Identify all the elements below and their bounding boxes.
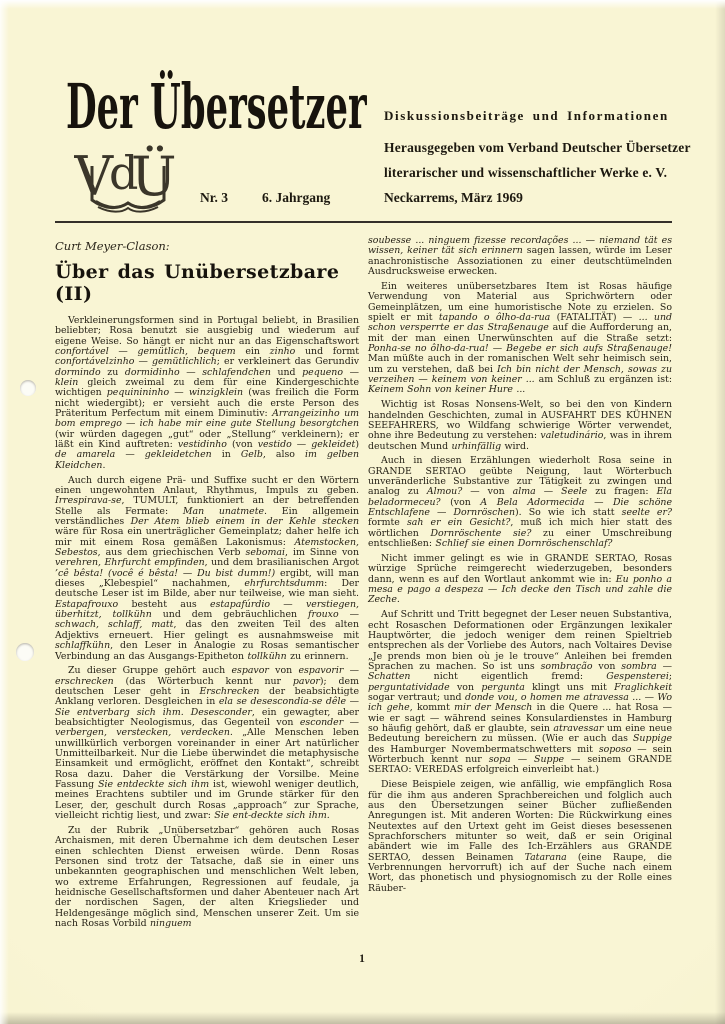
text-segment: . xyxy=(326,810,330,822)
text-segment: seelte er? xyxy=(621,507,672,519)
text-segment: Sie ent-deckte sich ihm xyxy=(214,810,327,822)
text-segment: klein xyxy=(55,377,79,389)
text-segment: zu erinnern. xyxy=(286,650,349,662)
text-segment: schlafendchen xyxy=(202,366,271,378)
text-segment: tollkühn xyxy=(247,650,287,662)
text-segment: Nicht immer gelingt es wie in GRANDE SERTAO, Rosas würzige Sprüche reimgerecht wiederzugeben, besonders dann, wenn es auf den Wortlaut ankommt wie in: xyxy=(368,552,672,585)
text-segment: wird. xyxy=(501,440,530,452)
article-title: Über das Unübersetzbare (II) xyxy=(55,261,340,305)
text-segment: ela se desescondia-se dêle xyxy=(218,696,347,708)
text-segment: . xyxy=(396,594,400,606)
text-segment: — xyxy=(584,496,614,508)
text-segment: ist, wiewohl weniger deutlich, meines Erachtens subtiler und im Grunde stärker für den Leser, der, geschult durch Rosas „approach“ zur Sprache, vielleicht richtig liest, und zwar: xyxy=(55,779,359,822)
paragraph xyxy=(368,554,672,606)
text-segment: — xyxy=(134,356,152,368)
text-segment: confortável xyxy=(55,346,109,358)
text-segment: valetudinário xyxy=(540,430,604,442)
text-segment: estapafúrdio xyxy=(210,598,270,610)
text-segment: winzigklein xyxy=(188,387,244,399)
left-column xyxy=(55,236,359,934)
masthead-divider xyxy=(55,221,672,223)
paragraph xyxy=(368,780,672,894)
text-segment: Die schöne Entschlafene xyxy=(368,496,672,519)
text-segment: — xyxy=(121,418,140,430)
masthead xyxy=(0,0,725,236)
text-segment: espavorir xyxy=(298,665,344,677)
text-segment: ); dem deutschen Leser geht in xyxy=(55,675,359,698)
article-body xyxy=(55,236,672,934)
text-segment: sombração xyxy=(540,660,593,672)
text-segment: Dornröschen xyxy=(453,507,515,519)
text-segment: — xyxy=(510,754,535,765)
text-segment: Sie entdeckte sich ihm xyxy=(98,779,210,791)
text-segment: gekleidet xyxy=(311,439,356,451)
text-segment: frouxo xyxy=(308,609,339,621)
text-segment: pergunta xyxy=(481,681,525,693)
text-segment: Gelb xyxy=(240,449,263,461)
text-segment: Arrangeizinho um bom emprego xyxy=(55,408,359,430)
text-segment: verbergen, verstecken, verdecken xyxy=(55,727,230,739)
paragraph xyxy=(55,476,359,662)
text-segment: espavor xyxy=(231,665,269,677)
text-segment: zinho xyxy=(269,346,296,358)
text-segment: Auf Schritt und Tritt begegnet der Leser neuen Substantiva, echt Rosaschen Deformationen oder Ergänzungen lexikaler Hauptwörter, die jedoch weniger dem reinen Spieltrieb entsprechen als der Vorliebe des Autors, nach Voltaires Devise „Je prends mon bien où je le trouve“ Anleihen bei fremden Sprachen zu machen. So ist uns xyxy=(368,609,672,672)
text-segment: Auch durch eigene Prä- und Suffixe sucht er den Wörtern einen ungewohnten Anlaut, Rhythmus, Impuls zu geben. xyxy=(55,474,359,496)
right-column xyxy=(368,236,672,934)
text-segment: Dornröschente sie? xyxy=(430,527,532,539)
text-segment: gekleidetchen xyxy=(144,449,212,461)
text-segment: alma xyxy=(512,486,536,498)
issue-row xyxy=(0,190,725,210)
text-segment: verehren, Ehrfurcht empfinden xyxy=(55,557,205,569)
text-segment: urhinfällig xyxy=(451,440,502,452)
text-segment: gemütlich, bequem xyxy=(137,346,236,358)
text-segment: Man müßte auch in der romanischen Welt sehr heimisch sein, um zu verstehen, daß bei xyxy=(368,353,672,375)
text-segment: , aus dem griechischen Verb xyxy=(97,547,246,559)
paragraph xyxy=(55,666,359,821)
text-segment: , was in ihrem deutschen Mund xyxy=(368,430,672,452)
left-column-text xyxy=(55,316,359,929)
text-segment: : Der deutsche Leser ist im Bilde, aber nur teilweise, wie man sieht. xyxy=(55,578,359,600)
text-segment: — sein Wörterbuch kennt nur xyxy=(368,743,673,765)
byline: Curt Meyer-Clason: xyxy=(55,239,170,253)
right-column-text xyxy=(368,236,672,894)
paragraph xyxy=(55,316,359,471)
text-segment: donde vou, o homen me atravessa ... xyxy=(464,691,642,703)
text-segment: des Hamburger Novembermatschwetters mit xyxy=(368,743,599,755)
text-segment: sopa xyxy=(488,754,511,765)
text-segment: — xyxy=(108,346,138,358)
text-segment: Verkleinerungsformen sind in Portugal beliebt, in Brasilien beliebter; Rosa benutzt sie ausgiebig und wiederum auf eigene Weise. So hängt er nicht nur an das Eigenschaftswort xyxy=(55,315,359,347)
text-segment: Irrespirava-se xyxy=(55,495,122,507)
text-segment: ehrfurchtsdumm xyxy=(244,578,325,590)
text-segment: Zu der Rubrik „Unübersetzbar“ gehören auch Rosas Archaismen, mit deren Übernahme ich dem deutschen Leser einen schlechten Dienst erweisen würde. Denn Rosas Personen sind trotz der Tatsache, daß sie in einer uns unbekannten geographischen und menschlichen Welt leben, wo extreme Erfahrungen, Regressionen auf feudale, ja heidnische Gesellschaftsformen und daher Abenteuer nach Art der nordischen Sagen, der alten Kriegslieder und Heldengesänge möglich sind, Menschen unserer Zeit. Um sie nach Rosas Vorbild xyxy=(55,825,359,930)
publisher-line-1: Herausgegeben vom Verband Deutscher Übersetzer xyxy=(384,140,691,155)
text-segment: zu fragen: xyxy=(587,486,657,498)
issue-number: Nr. 3 xyxy=(200,190,229,205)
text-segment: (FATALITÄT) — xyxy=(550,311,639,323)
text-segment: Sie entverbarg sich ihm xyxy=(55,706,181,718)
text-segment: ich habe mir eine gute Stellung besorgtchen xyxy=(139,418,360,430)
text-segment: Wo ich gehe xyxy=(368,691,673,714)
text-segment: Ich decke den Tisch und zahle die Zeche xyxy=(368,584,673,606)
text-segment: pavor xyxy=(292,675,320,687)
text-segment: , das den zweiten Teil des alten Adjektivs erneuert. Hier gelingt es ausnahmsweise mit xyxy=(55,619,359,641)
paragraph xyxy=(55,826,359,929)
text-segment: Man unatmete xyxy=(182,505,265,517)
text-segment: — xyxy=(429,507,454,519)
text-segment: (eine Raupe, die Verbrennungen hervorruft) ich auf der Suche nach einem Wort, das phonetisch und physiognomisch zu der Rolle eines Räuber- xyxy=(368,851,672,894)
text-segment: Gespensterei xyxy=(606,671,669,683)
text-segment: vestidinho xyxy=(177,439,227,451)
text-segment: — xyxy=(291,439,312,451)
tagline: Diskussionsbeiträge und Informationen xyxy=(384,108,669,123)
volume-label: 6. Jahrgang xyxy=(262,190,331,205)
text-segment: ein xyxy=(235,346,270,358)
text-segment: — xyxy=(338,609,359,621)
text-segment: klingt uns mit xyxy=(524,681,615,693)
text-segment: Almou? xyxy=(426,486,463,498)
text-segment: Zu dieser Gruppe gehört auch xyxy=(68,665,232,677)
text-segment: von xyxy=(449,681,482,693)
text-segment: , im Sinne von xyxy=(285,547,359,559)
text-segment: (was freilich die Form nicht wiedergibt); er versieht auch die erste Person des Präteritum Perfectum mit einem Diminutiv: xyxy=(55,387,359,420)
text-segment: — xyxy=(641,691,658,703)
text-segment: Schatten xyxy=(368,671,411,683)
text-segment: ; xyxy=(668,671,672,683)
text-segment: — xyxy=(343,717,359,729)
text-segment: — xyxy=(169,387,189,399)
text-segment: und formt xyxy=(295,346,359,358)
text-segment: — seinem GRANDE SERTAO: VEREDAS erfolgreich einverleibt hat.) xyxy=(368,754,672,776)
text-segment: in die Quere ... hat Rosa — wie er sagt — während seines Konsulardienstes in Hamburg so häufig gehört, daß er glaubte, sein xyxy=(368,702,672,734)
paragraph xyxy=(368,400,672,452)
text-segment: Wichtig ist Rosas Nonsens-Welt, so bei den von Kindern handelnden Geschichten, zumal in AUSFAHRT DES KÜHNEN SEEFAHRERS, wo Wildfang schwierige Wörter verwendet, ohne ihre Bedeutung zu verstehen: xyxy=(368,399,672,442)
text-segment: — xyxy=(346,696,359,708)
text-segment: zu einer Umschreibung entschließen: xyxy=(368,527,672,550)
paragraph xyxy=(368,236,672,277)
text-segment: Ich bin nicht der Mensch, sowas zu verzeihen — keinem von keiner ... xyxy=(368,363,672,385)
text-segment: Der Atem blieb einem in der Kehle stecken xyxy=(130,516,359,528)
text-segment: tapando o ôlho-da-rua xyxy=(438,311,551,323)
svg-text:d: d xyxy=(109,146,139,200)
text-segment: de amarela xyxy=(55,449,116,461)
hole-punch-bottom xyxy=(16,643,34,661)
text-segment: soposo xyxy=(598,743,632,755)
text-segment: Ponha-se no ôlho-da-rua! xyxy=(368,342,489,354)
text-segment: gleich zweimal zu dem für eine Kindergeschichte wichtigen xyxy=(55,377,359,399)
hole-punch-top xyxy=(20,380,36,396)
text-segment: am Schluß zu ergänzen ist: xyxy=(534,373,672,385)
publication-title: Der Übersetzer xyxy=(66,70,367,143)
text-segment: Diese Beispiele zeigen, wie anfällig, wie empfänglich Rosa für die ihm aus anderen Sprachbereichen und folglich auch aus den Übersetzungen seiner Bücher zufließenden Anregungen ist. Mit anderen Worten: Die Rückwirkung eines Neutextes auf den Urtext geht im Geist dieses besessenen Sprachforschers mitunter so weit, daß er sein Original abändert wie im Falle des Ich-Erzählers aus GRANDE SERTAO, dessen Beinamen xyxy=(368,779,672,863)
svg-text:Ü: Ü xyxy=(131,145,177,208)
text-segment: — xyxy=(343,665,359,677)
text-segment: . xyxy=(102,459,106,471)
text-segment: esconder xyxy=(299,717,344,729)
page-number: 1 xyxy=(359,953,365,965)
text-segment: (von xyxy=(226,439,258,451)
text-segment: , und dem brasilianischen Argot xyxy=(204,557,359,569)
text-segment: Seele xyxy=(561,486,588,498)
text-segment: sogar vertraut; und xyxy=(368,691,465,703)
text-segment: ’cê bêsta! (você é bêsta! — Du bist dumm!) xyxy=(55,567,276,579)
text-segment: , also xyxy=(262,449,305,461)
text-segment: atravessar xyxy=(553,722,604,734)
text-segment: und xyxy=(270,366,303,378)
text-segment: . xyxy=(180,706,191,718)
text-segment: confortávelzinho xyxy=(55,356,135,368)
text-segment: im gelben Kleidchen xyxy=(55,449,360,471)
text-segment: Auch in diesen Erzählungen wiederholt Rosa seine in GRANDE SERTAO geübte Neigung, laut Wörterbuch unveränderliche Substantive zur Tätigkeit zu zwingen und analog zu xyxy=(368,455,672,498)
masthead-right-block xyxy=(384,108,691,185)
text-segment: Ein weiteres unübersetzbares Item ist Rosas häufige Verwendung von Material aus Sprichwörtern oder Gemeinplätzen, um eine humoristische Note zu erzielen. So spielt er mit xyxy=(368,280,672,323)
text-segment: dormidinho xyxy=(124,366,180,378)
text-segment: , ein gewagter, aber beabsichtigter Neologismus, das Gegenteil von xyxy=(55,706,359,729)
text-segment: schwach, schlaff, matt xyxy=(55,619,174,631)
text-segment: (wir würden dagegen „gut“ oder „Stellung“ verkleinern); er läßt ein Kind auftreten: xyxy=(55,428,359,451)
text-segment: formte xyxy=(368,517,407,529)
text-segment: der beabsichtigte Anklang verloren. Desgleichen in xyxy=(55,686,359,708)
text-segment: (von xyxy=(440,496,481,508)
text-segment: . Ein allgemein verständliches xyxy=(55,505,360,528)
text-segment: , kommt xyxy=(409,702,455,714)
text-segment: Schlief sie einen Dornröschenschlaf? xyxy=(435,538,613,550)
text-segment: ). So wie ich statt xyxy=(514,507,622,519)
text-segment: nicht eigentlich fremd: xyxy=(410,671,607,683)
text-segment: Erschrecken xyxy=(199,686,260,698)
text-segment: Eu ponho a mesa e pago a despeza xyxy=(368,573,672,595)
text-segment: sagen lassen, würde im Leser anachronistische Assoziationen zu einer deutschtümelnden Ausdrucksweise erwecken. xyxy=(368,245,672,278)
text-segment: , den Leser in Analogie zu Rosas semantischer Verbindung an das Ausgangs-Epitheton xyxy=(55,640,359,662)
text-segment: — xyxy=(483,584,502,595)
text-segment: , muß ich mich hier statt des wörtlichen xyxy=(368,517,673,539)
text-segment: schlaffkühn xyxy=(55,640,111,652)
text-segment: ... und schon versperrte er das Straßenauge xyxy=(368,311,672,334)
text-segment: — xyxy=(488,342,507,354)
text-segment: ergibt, will man dieses „Klebespiel“ nachahmen, xyxy=(55,567,359,590)
text-segment: ninguem xyxy=(150,918,192,930)
text-segment: Fraglichkeit xyxy=(614,681,672,693)
text-segment: mir der Mensch xyxy=(454,702,533,714)
text-segment: sebomai xyxy=(245,547,285,559)
text-segment: wäre für Rosa ein unerträglicher Gemeinplatz; daher helfe ich mir mit einem Rosa gemäßen Lakonismus: xyxy=(55,526,359,548)
text-segment: Desesconder xyxy=(190,706,252,718)
text-segment: besteht aus xyxy=(118,598,211,610)
text-segment: dormindo xyxy=(55,366,101,378)
text-segment: — xyxy=(343,366,359,378)
text-segment: Suppe xyxy=(534,754,565,765)
text-segment: um eine neue Bedeutung bereichern zu müssen. (Wie er auch das xyxy=(368,722,673,745)
text-segment: zu xyxy=(100,366,125,378)
text-segment: — xyxy=(179,366,203,378)
text-segment: Suppige xyxy=(632,733,672,745)
text-segment: auf die Aufforderung an, mit der man einen Unerwünschten auf die Straße setzt: xyxy=(368,322,672,344)
text-segment: von xyxy=(268,665,299,677)
text-segment: , TUMULT, funktioniert an der betreffenden Stelle als Fermate: xyxy=(55,495,359,517)
text-segment: — xyxy=(115,449,145,461)
text-segment: — von xyxy=(462,486,513,498)
text-segment: ) xyxy=(355,439,359,451)
text-segment: sombra xyxy=(621,660,657,672)
text-segment: pequeno xyxy=(302,366,343,378)
text-segment: sah er ein Gesicht? xyxy=(406,517,511,529)
text-segment: Estapafrouxo xyxy=(55,598,119,610)
text-segment: — xyxy=(269,598,306,610)
text-segment: Keinem Sohn von keiner Hure ... xyxy=(368,384,526,396)
text-segment: Begebe er sich aufs Straßenauge! xyxy=(506,342,672,354)
text-segment: . „Alle Menschen leben unwillkürlich verborgen voreinander in einer Art natürlicher Unmitteilbarkeit. Nur die Liebe überwindet die metaphysische Einsamkeit und ermöglicht, eröffnet den Kontakt“, schreibt Rosa dazu. Daher die Verstärkung der Vorsilbe. Meine Fassung xyxy=(55,727,360,791)
publisher-line-2: literarischer und wissenschaftlicher Werke e. V. xyxy=(384,165,668,180)
place-and-date: Neckarrems, März 1969 xyxy=(384,190,523,205)
text-segment: gemütlichlich xyxy=(151,356,217,368)
text-segment: soubesse ... ninguem fizesse recordações ... — niemand tät es wissen, keiner tät sich erinnern xyxy=(368,235,672,257)
text-segment: ; er verkleinert das Gerundiv xyxy=(216,356,360,368)
text-segment: verstiegen, überhitzt, tollkühn xyxy=(55,598,360,621)
text-segment: — xyxy=(656,660,672,672)
paragraph xyxy=(368,282,672,396)
text-segment: von xyxy=(592,660,622,672)
paragraph xyxy=(368,456,672,549)
text-segment: — xyxy=(535,486,562,498)
text-segment: Ela beladormeceu? xyxy=(368,486,672,508)
text-segment: perguntatividade xyxy=(368,681,450,693)
text-segment: (das Wörterbuch kennt nur xyxy=(113,675,293,687)
svg-text:V: V xyxy=(74,145,113,208)
text-segment: erschrecken xyxy=(55,675,114,687)
text-segment: und dem gebräuchlichen xyxy=(151,609,309,621)
text-segment: A Bela Adormecida xyxy=(480,496,585,508)
text-segment: pequinininho xyxy=(106,387,170,399)
paragraph xyxy=(368,610,672,776)
text-segment: in xyxy=(211,449,241,461)
text-segment: Tatarana xyxy=(524,851,567,863)
text-segment: Atemstocken, Sebestos xyxy=(55,536,359,559)
text-segment: vestido xyxy=(257,439,292,451)
